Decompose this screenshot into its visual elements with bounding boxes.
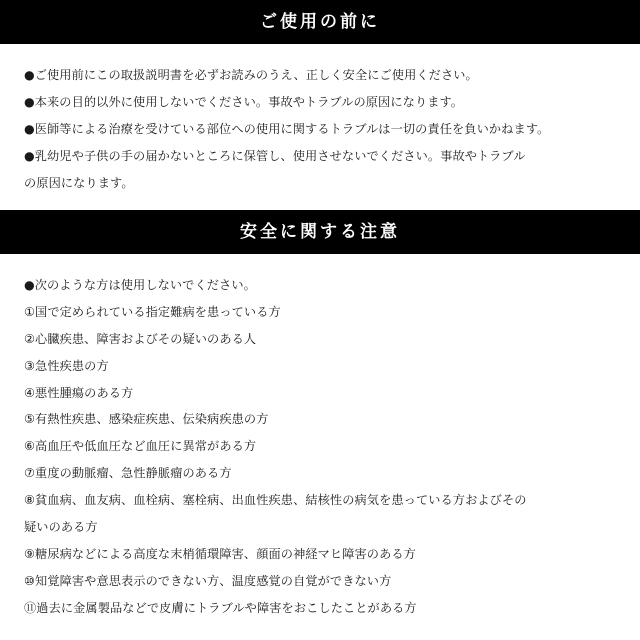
caution-line: ①国で定められている指定難病を患っている方	[24, 304, 281, 319]
section-title: 安全に関する注意	[240, 222, 400, 242]
before-use-notes	[24, 62, 624, 197]
note-line: ●本来の目的以外に使用しないでください。事故やトラブルの原因になります。	[24, 95, 464, 109]
caution-line: ②心臓疾患、障害およびその疑いのある人	[24, 331, 257, 346]
caution-line: ⑦重度の動脈瘤、急性静脈瘤のある方	[24, 466, 232, 481]
caution-line: ●次のような方は使用しないでください。	[24, 278, 256, 292]
caution-line: ④悪性腫瘍のある方	[24, 385, 134, 400]
section-header-safety-cautions	[0, 210, 640, 254]
note-line: ●ご使用前にこの取扱説明書を必ずお読みのうえ、正しく安全にご使用ください。	[24, 68, 478, 82]
note-line: ●医師等による治療を受けている部位への使用に関するトラブルは一切の責任を負いかねます。	[24, 122, 550, 136]
caution-line: 疑いのある方	[24, 520, 98, 535]
caution-line: ⑧貧血病、血友病、血栓病、塞栓病、出血性疾患、結核性の病気を患っている方およびその	[24, 493, 527, 508]
caution-line: ⑥高血圧や低血圧など血圧に異常がある方	[24, 439, 257, 454]
section-title: ご使用の前に	[260, 12, 380, 32]
safety-caution-list	[24, 272, 624, 622]
caution-line: ⑤有熱性疾患、感染症疾患、伝染病疾患の方	[24, 412, 269, 427]
note-line: の原因になります。	[24, 176, 134, 190]
note-line: ●乳幼児や子供の手の届かないところに保管し、使用させないでください。事故やトラブル	[24, 149, 526, 163]
caution-line: ⑨糖尿病などによる高度な末梢循環障害、顔面の神経マヒ障害のある方	[24, 546, 416, 561]
caution-line: ⑩知覚障害や意思表示のできない方、温度感覚の自覚ができない方	[24, 573, 392, 588]
caution-line: ③急性疾患の方	[24, 358, 109, 373]
caution-line: ⑪過去に金属製品などで皮膚にトラブルや障害をおこしたことがある方	[24, 600, 417, 615]
section-header-before-use	[0, 0, 640, 44]
